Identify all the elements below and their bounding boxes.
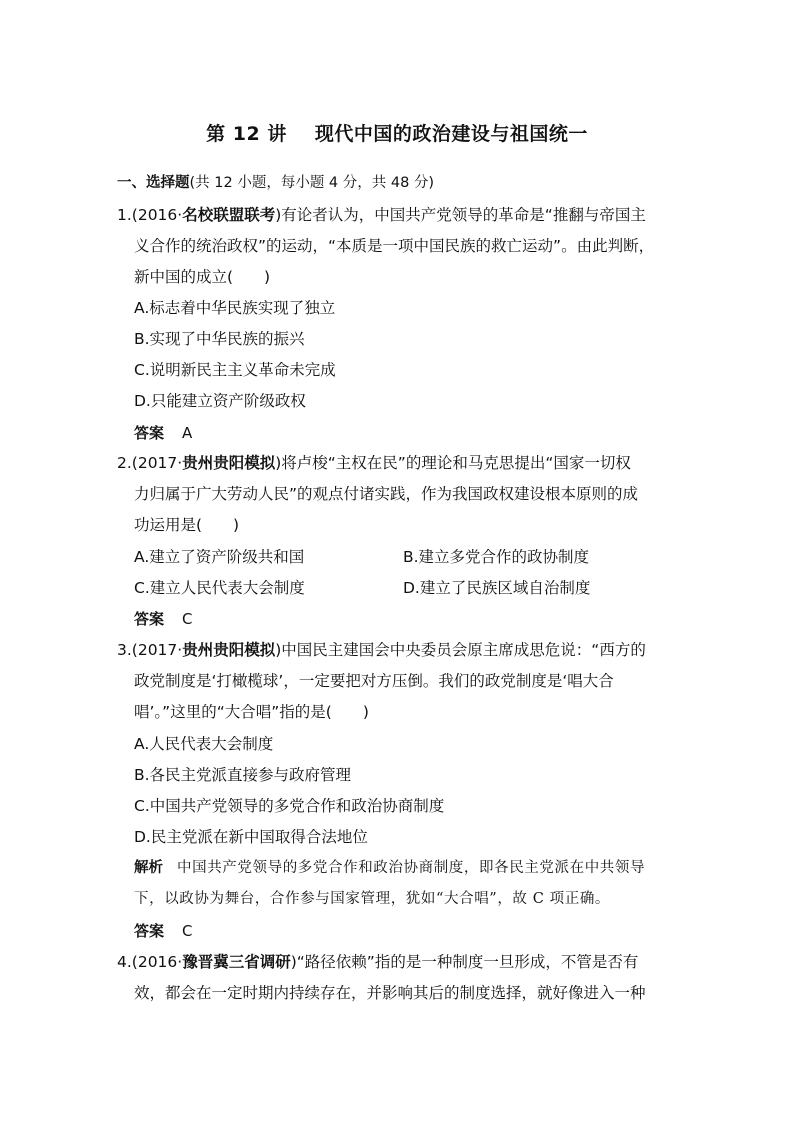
q3-option-b: B.各民主党派直接参与政府管理 [134,766,352,784]
section-note: (共 12 小题，每小题 4 分，共 48 分) [189,175,435,191]
q2-line-1 [117,451,631,473]
section-heading [117,171,434,192]
page-title [0,119,794,146]
q3-analysis-label: 解析 [134,860,163,876]
q1-line-2: 义合作的统治政权”的运动，“本质是一项中国民族的救亡运动”。由此判断， [134,237,655,255]
section-heading-label: 一、选择题 [117,175,190,191]
q2-option-d: D.建立了民族区域自治制度 [403,579,591,597]
q3-line-3: 唱’。”这里的“大合唱”指的是( ) [134,703,369,721]
q3-option-c: C.中国共产党领导的多党合作和政治协商制度 [134,797,445,815]
q3-line-2: 政党制度是‘打橄榄球’，一定要把对方压倒。我们的政党制度是‘唱大合 [134,672,614,690]
q2-option-c: C.建立人民代表大会制度 [134,579,305,597]
q3-option-d: D.民主党派在新中国取得合法地位 [134,828,368,846]
q2-answer-value: C [182,610,193,628]
q1-answer-value: A [182,424,193,442]
q1-answer-label: 答案 [134,424,165,442]
q2-option-b: B.建立多党合作的政协制度 [403,548,590,566]
q1-option-b: B.实现了中华民族的振兴 [134,330,305,348]
q2-number: 2.(2017· [117,454,183,472]
q2-option-a: A.建立了资产阶级共和国 [134,548,305,566]
q1-source: 名校联盟联考 [182,206,276,224]
q4-line-1 [117,950,638,972]
q1-text-1: )有论者认为，中国共产党领导的革命是“推翻与帝国主 [275,206,646,224]
q2-line-3: 功运用是( ) [134,516,240,534]
q3-source: 贵州贵阳模拟 [182,641,276,659]
lesson-number: 第 12 讲 [206,123,287,145]
q2-line-2: 力归属于广大劳动人民”的观点付诸实践，作为我国政权建设根本原则的成 [134,485,639,503]
q3-line-1 [117,638,646,660]
q1-line-3: 新中国的成立( ) [134,268,271,286]
lesson-title: 现代中国的政治建设与祖国统一 [314,123,588,145]
q3-analysis-text-1: 中国共产党领导的多党合作和政治协商制度，即各民主党派在中共领导 [177,860,646,876]
q3-analysis-line-1 [134,856,645,877]
q2-text-1: )将卢梭“主权在民”的理论和马克思提出“国家一切权 [275,454,631,472]
q1-line-1 [117,203,646,225]
q4-source: 豫晋冀三省调研 [182,953,291,971]
q1-number: 1.(2016· [117,206,183,224]
q3-answer-value: C [182,922,193,940]
q3-answer-label: 答案 [134,922,165,940]
q2-answer [134,608,193,629]
q3-answer [134,920,193,941]
q4-number: 4.(2016· [117,953,183,971]
q3-analysis-line-2: 下，以政协为舞台，合作参与国家管理，犹如“大合唱”，故 C 项正确。 [134,891,611,907]
q1-option-c: C.说明新民主主义革命未完成 [134,361,336,379]
q4-text-1: )“路径依赖”指的是一种制度一旦形成，不管是否有 [290,953,639,971]
q1-option-d: D.只能建立资产阶级政权 [134,392,306,410]
q1-option-a: A.标志着中华民族实现了独立 [134,299,336,317]
q2-answer-label: 答案 [134,610,165,628]
q3-option-a: A.人民代表大会制度 [134,735,274,753]
q1-answer [134,422,192,443]
q2-source: 贵州贵阳模拟 [182,454,276,472]
q3-number: 3.(2017· [117,641,183,659]
q4-line-2: 效，都会在一定时期内持续存在，并影响其后的制度选择，就好像进入一种 [134,984,646,1002]
q3-text-1: )中国民主建国会中央委员会原主席成思危说：“西方的 [275,641,646,659]
